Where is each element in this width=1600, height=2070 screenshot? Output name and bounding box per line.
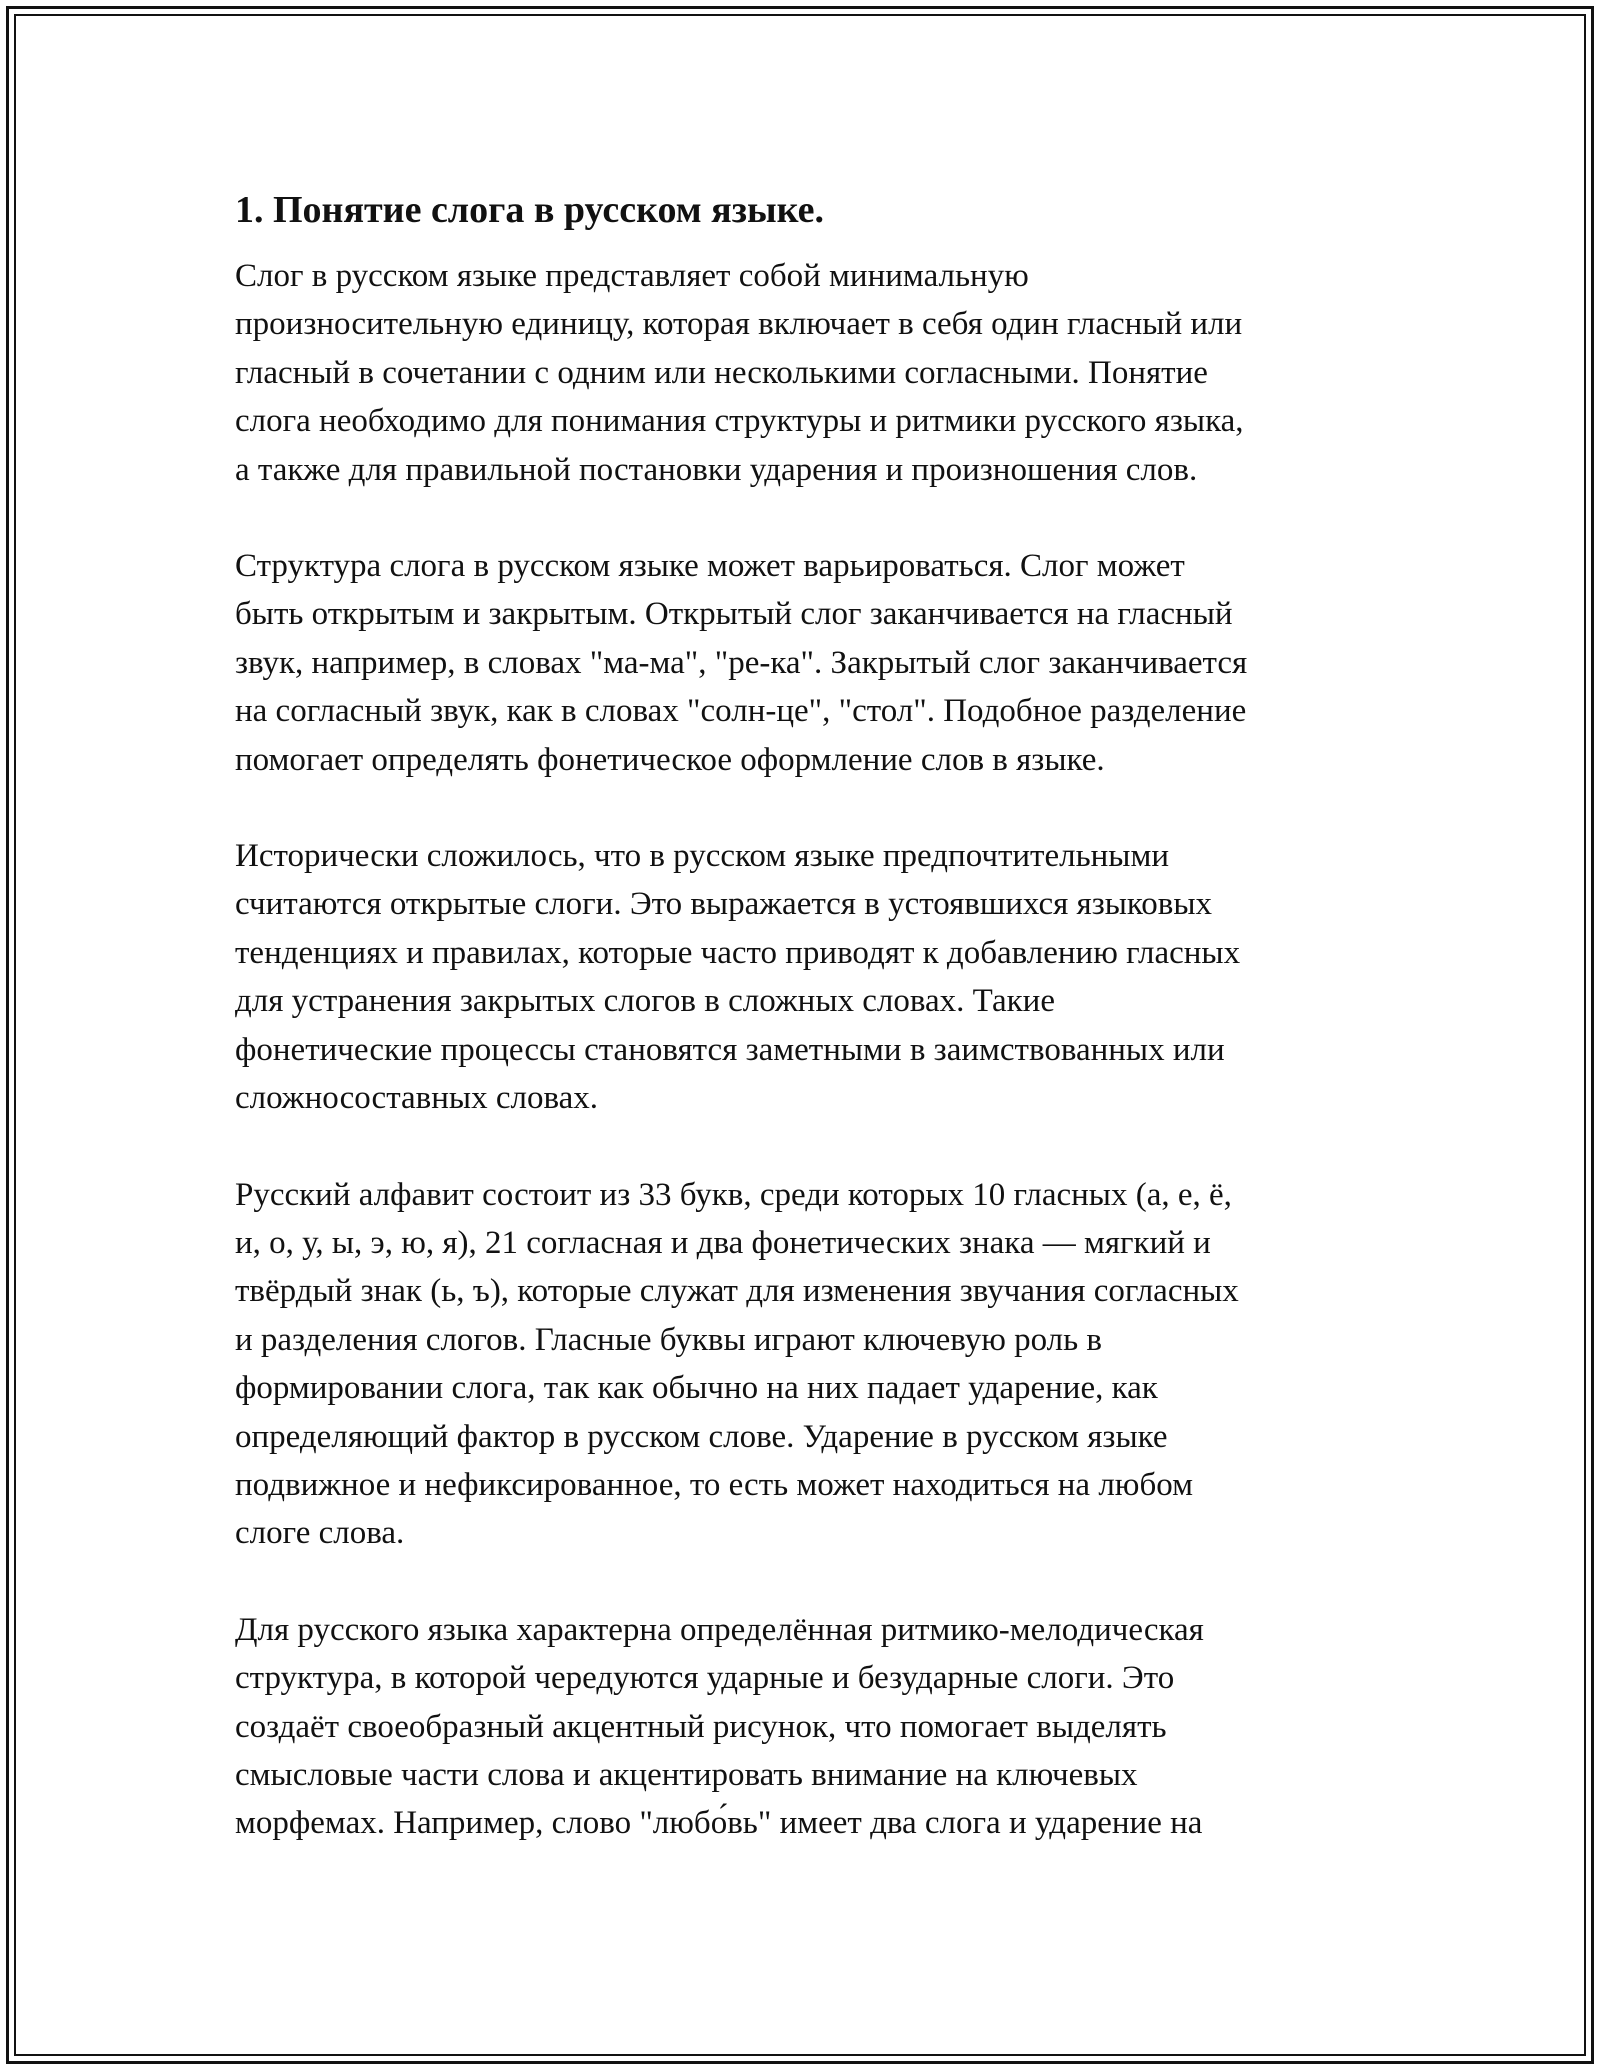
text-line: звук, например, в словах "ма-ма", "ре-ка". Закрытый слог заканчивается bbox=[235, 644, 1248, 681]
text-line: морфемах. Например, слово "любо́вь" имеет два слога и ударение на bbox=[235, 1805, 1203, 1842]
document-body bbox=[235, 186, 1385, 1896]
text-line: подвижное и нефиксированное, то есть может находиться на любом bbox=[235, 1466, 1193, 1503]
text-line: а также для правильной постановки ударения и произношения слов. bbox=[235, 451, 1198, 488]
paragraph-rhythm-structure bbox=[235, 1606, 1385, 1848]
text-line: для устранения закрытых слогов в сложных словах. Такие bbox=[235, 983, 1055, 1020]
text-line: тенденциях и правилах, которые часто приводят к добавлению гласных bbox=[235, 934, 1241, 971]
paragraph-alphabet bbox=[235, 1171, 1385, 1558]
text-line: слоге слова. bbox=[235, 1515, 405, 1552]
text-line: Структура слога в русском языке может варьироваться. Слог может bbox=[235, 548, 1185, 585]
text-line: считаются открытые слоги. Это выражается в устоявшихся языковых bbox=[235, 886, 1213, 923]
text-line: на согласный звук, как в словах "солн-це", "стол". Подобное разделение bbox=[235, 693, 1247, 730]
text-line: Русский алфавит состоит из 33 букв, среди которых 10 гласных (а, е, ё, bbox=[235, 1176, 1232, 1213]
text-line: сложносоставных словах. bbox=[235, 1080, 598, 1117]
text-line: гласный в сочетании с одним или несколькими согласными. Понятие bbox=[235, 354, 1208, 391]
text-line: слога необходимо для понимания структуры и ритмики русского языка, bbox=[235, 403, 1244, 440]
text-line: твёрдый знак (ь, ъ), которые служат для изменения звучания согласных bbox=[235, 1273, 1239, 1310]
paragraph-syllable-structure bbox=[235, 542, 1385, 784]
text-line: формировании слога, так как обычно на них падает ударение, как bbox=[235, 1370, 1158, 1407]
text-line: Для русского языка характерна определённая ритмико-мелодическая bbox=[235, 1611, 1204, 1648]
text-line: Исторически сложилось, что в русском языке предпочтительными bbox=[235, 838, 1170, 875]
text-line: создаёт своеобразный акцентный рисунок, что помогает выделять bbox=[235, 1708, 1167, 1745]
text-line: Слог в русском языке представляет собой минимальную bbox=[235, 258, 1029, 294]
text-line: смысловые части слова и акцентировать внимание на ключевых bbox=[235, 1756, 1138, 1793]
text-line: быть открытым и закрытым. Открытый слог заканчивается на гласный bbox=[235, 596, 1233, 633]
section-heading: 1. Понятие слога в русском языке. bbox=[235, 189, 824, 231]
text-line: структура, в которой чередуются ударные и безударные слоги. Это bbox=[235, 1660, 1175, 1697]
text-line: определяющий фактор в русском слове. Ударение в русском языке bbox=[235, 1418, 1168, 1455]
paragraph-syllable-definition bbox=[235, 252, 1385, 494]
text-line: и, о, у, ы, э, ю, я), 21 согласная и два фонетических знака — мягкий и bbox=[235, 1224, 1211, 1261]
text-line: произносительную единицу, которая включает в себя один гласный или bbox=[235, 306, 1243, 343]
text-line: фонетические процессы становятся заметными в заимствованных или bbox=[235, 1031, 1225, 1068]
text-line: и разделения слогов. Гласные буквы играют ключевую роль в bbox=[235, 1321, 1103, 1358]
text-line: помогает определять фонетическое оформление слов в языке. bbox=[235, 741, 1105, 778]
paragraph-historical-tendency bbox=[235, 832, 1385, 1122]
